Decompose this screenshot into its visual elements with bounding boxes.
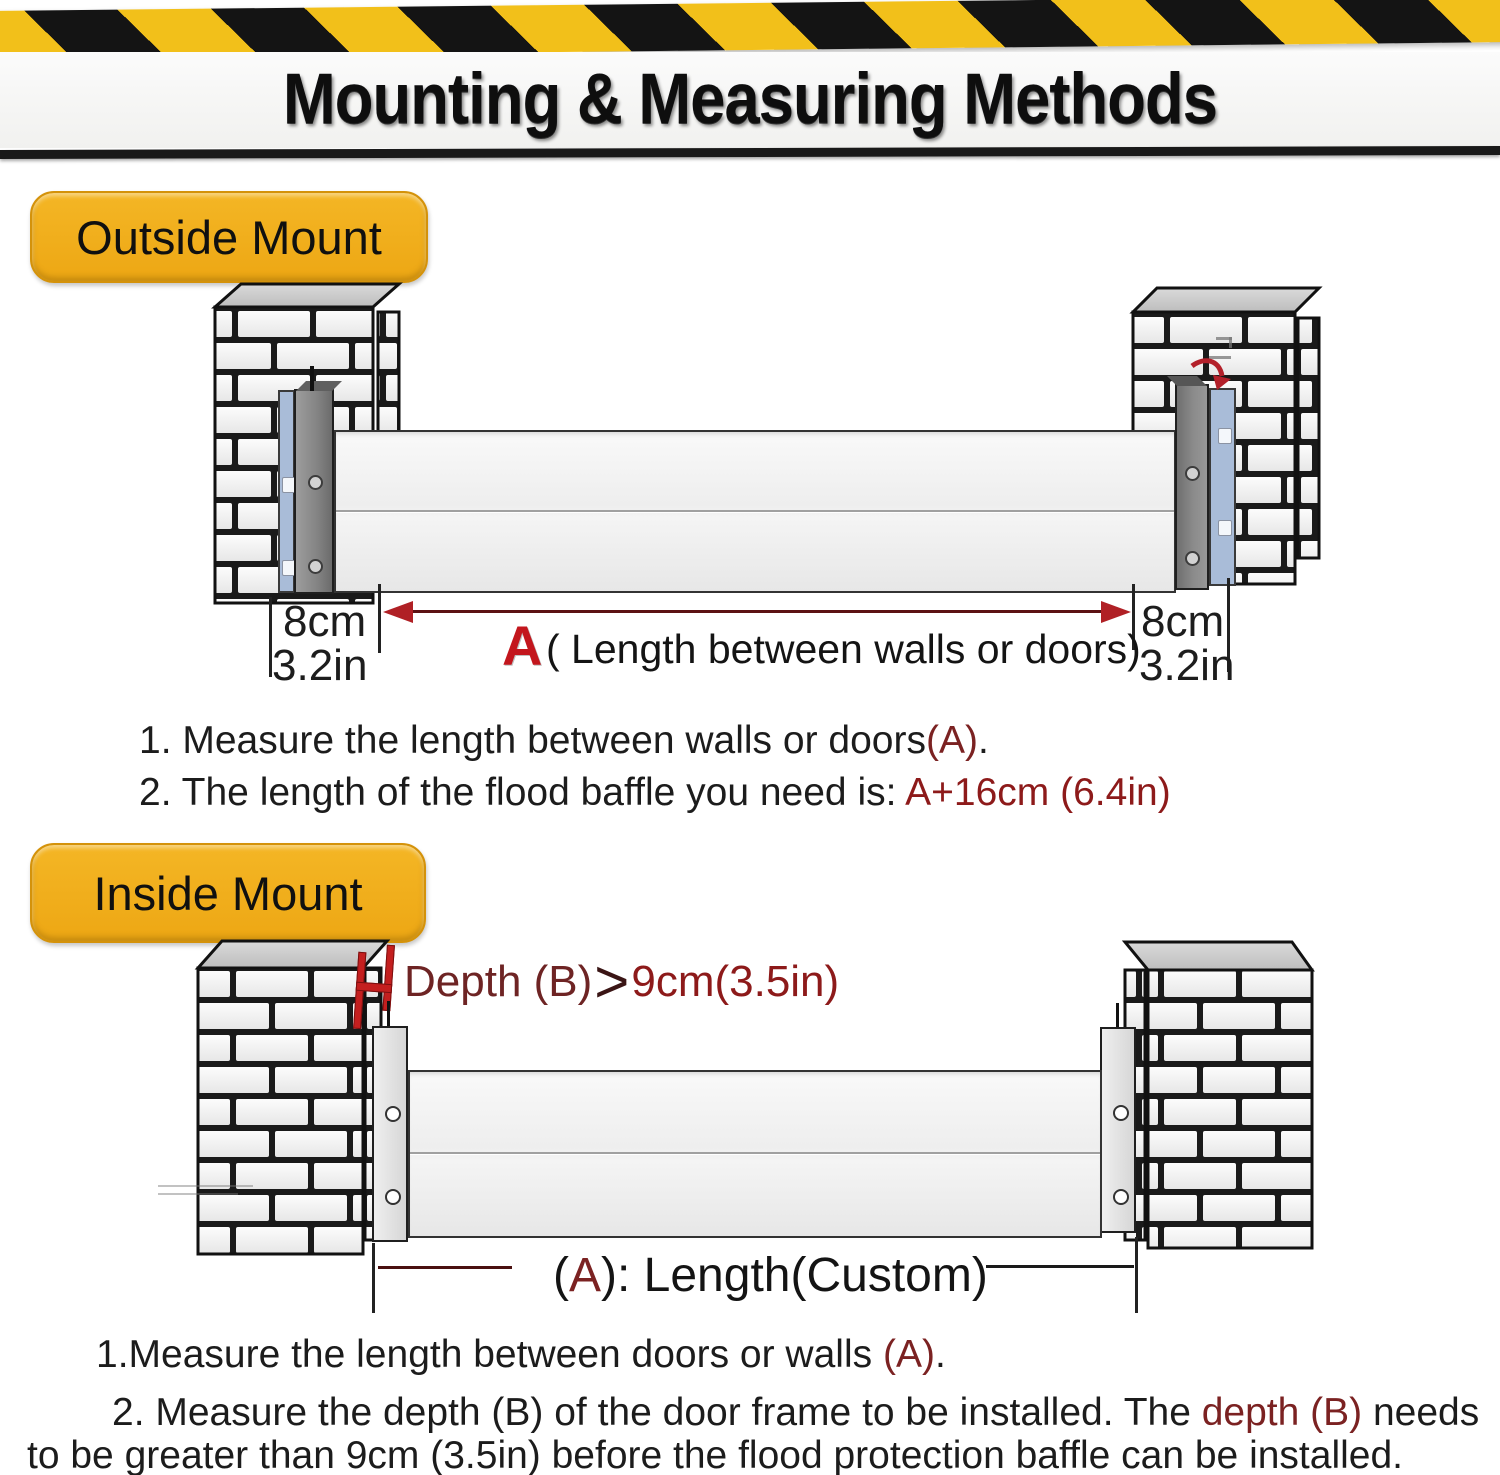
inside-step-2-line2 [27, 1434, 1403, 1475]
left-mount-channel [294, 389, 334, 594]
dim-line-left [378, 1266, 512, 1269]
inside-step-1 [96, 1333, 946, 1377]
outside-step-1 [139, 719, 989, 763]
right-offset-in: 3.2in [1139, 641, 1235, 690]
pencil-mark [1229, 337, 1232, 348]
step-text: 2. Measure the depth (B) of the door frame to be installed. The [112, 1391, 1202, 1434]
inside-left-mount-channel [372, 1026, 408, 1242]
pencil-mark [158, 1193, 238, 1195]
length-text: ( [553, 1249, 569, 1302]
step-text: . [977, 719, 989, 762]
screw-hole [308, 475, 323, 490]
depth-annotation [404, 947, 839, 1016]
left-offset-cm: 8cm [283, 597, 367, 646]
step-text: 1. Measure the length between walls or doors [139, 719, 926, 762]
outside-step-2 [139, 771, 1171, 815]
right-seal-strip [1209, 388, 1236, 586]
step-highlight: A+16cm (6.4in) [905, 771, 1171, 814]
outside-mount-badge [30, 191, 428, 283]
left-offset-in: 3.2in [272, 641, 368, 690]
length-annotation [553, 1248, 988, 1303]
arrowhead-right-icon [1101, 601, 1131, 623]
alignment-mark [310, 366, 314, 391]
dim-line-right [986, 1265, 1134, 1268]
span-label: ( Length between walls or doors) [546, 626, 1141, 672]
inside-mount-badge-label: Inside Mount [93, 866, 363, 920]
depth-value: 9cm(3.5in) [631, 956, 840, 1006]
page-title: Mounting & Measuring Methods [282, 58, 1218, 138]
step-text: 2. The length of the flood baffle you need is: [139, 771, 906, 814]
inside-step-2-line1 [112, 1391, 1479, 1435]
right-offset-cm: 8cm [1141, 597, 1225, 646]
step-text: needs [1362, 1391, 1480, 1434]
alignment-mark [387, 1001, 390, 1027]
panel-seam [410, 1152, 1100, 1154]
outside-mount-badge-label: Outside Mount [76, 210, 382, 264]
step-highlight: (A) [925, 719, 978, 762]
screw-hole [385, 1106, 401, 1122]
screw-hole [1113, 1189, 1129, 1205]
screw-hole [308, 559, 323, 574]
inside-right-mount-channel [1100, 1027, 1136, 1233]
alignment-mark [1116, 1003, 1119, 1028]
screw-hole [1113, 1105, 1129, 1121]
depth-b-marker-icon [353, 943, 397, 1031]
span-letter-a: A [502, 614, 543, 677]
panel-seam [336, 510, 1174, 512]
flood-barrier-panels [408, 1070, 1102, 1238]
step-text: 1.Measure the length between doors or walls [96, 1333, 883, 1376]
greater-than-symbol: > [594, 948, 630, 1015]
red-curved-arrow-icon [1186, 356, 1232, 394]
dim-tick [372, 1243, 375, 1313]
pencil-mark [158, 1185, 253, 1187]
seal-hole [1218, 428, 1232, 444]
inside-right-brick-pillar [1122, 936, 1318, 1258]
step-highlight: depth (B) [1201, 1391, 1363, 1434]
length-text: ): Length(Custom) [601, 1249, 988, 1302]
depth-label: Depth (B) [404, 956, 593, 1006]
arrowhead-left-icon [383, 601, 413, 623]
dim-tick [378, 584, 381, 653]
seal-hole [1218, 520, 1232, 536]
dim-tick [1135, 1237, 1138, 1313]
step-highlight: (A) [882, 1333, 935, 1376]
inside-mount-badge [30, 843, 426, 943]
left-seal-strip [278, 390, 295, 593]
step-text: to be greater than 9cm (3.5in) before the flood protection baffle can be installed. [27, 1434, 1403, 1475]
flood-barrier-panels [334, 430, 1176, 593]
right-mount-channel [1175, 384, 1209, 590]
screw-hole [1185, 466, 1200, 481]
screw-hole [385, 1189, 401, 1205]
caution-stripe-banner [0, 0, 1500, 58]
screw-hole [1185, 551, 1200, 566]
length-letter-a: A [568, 1249, 601, 1302]
step-text: . [934, 1333, 946, 1376]
